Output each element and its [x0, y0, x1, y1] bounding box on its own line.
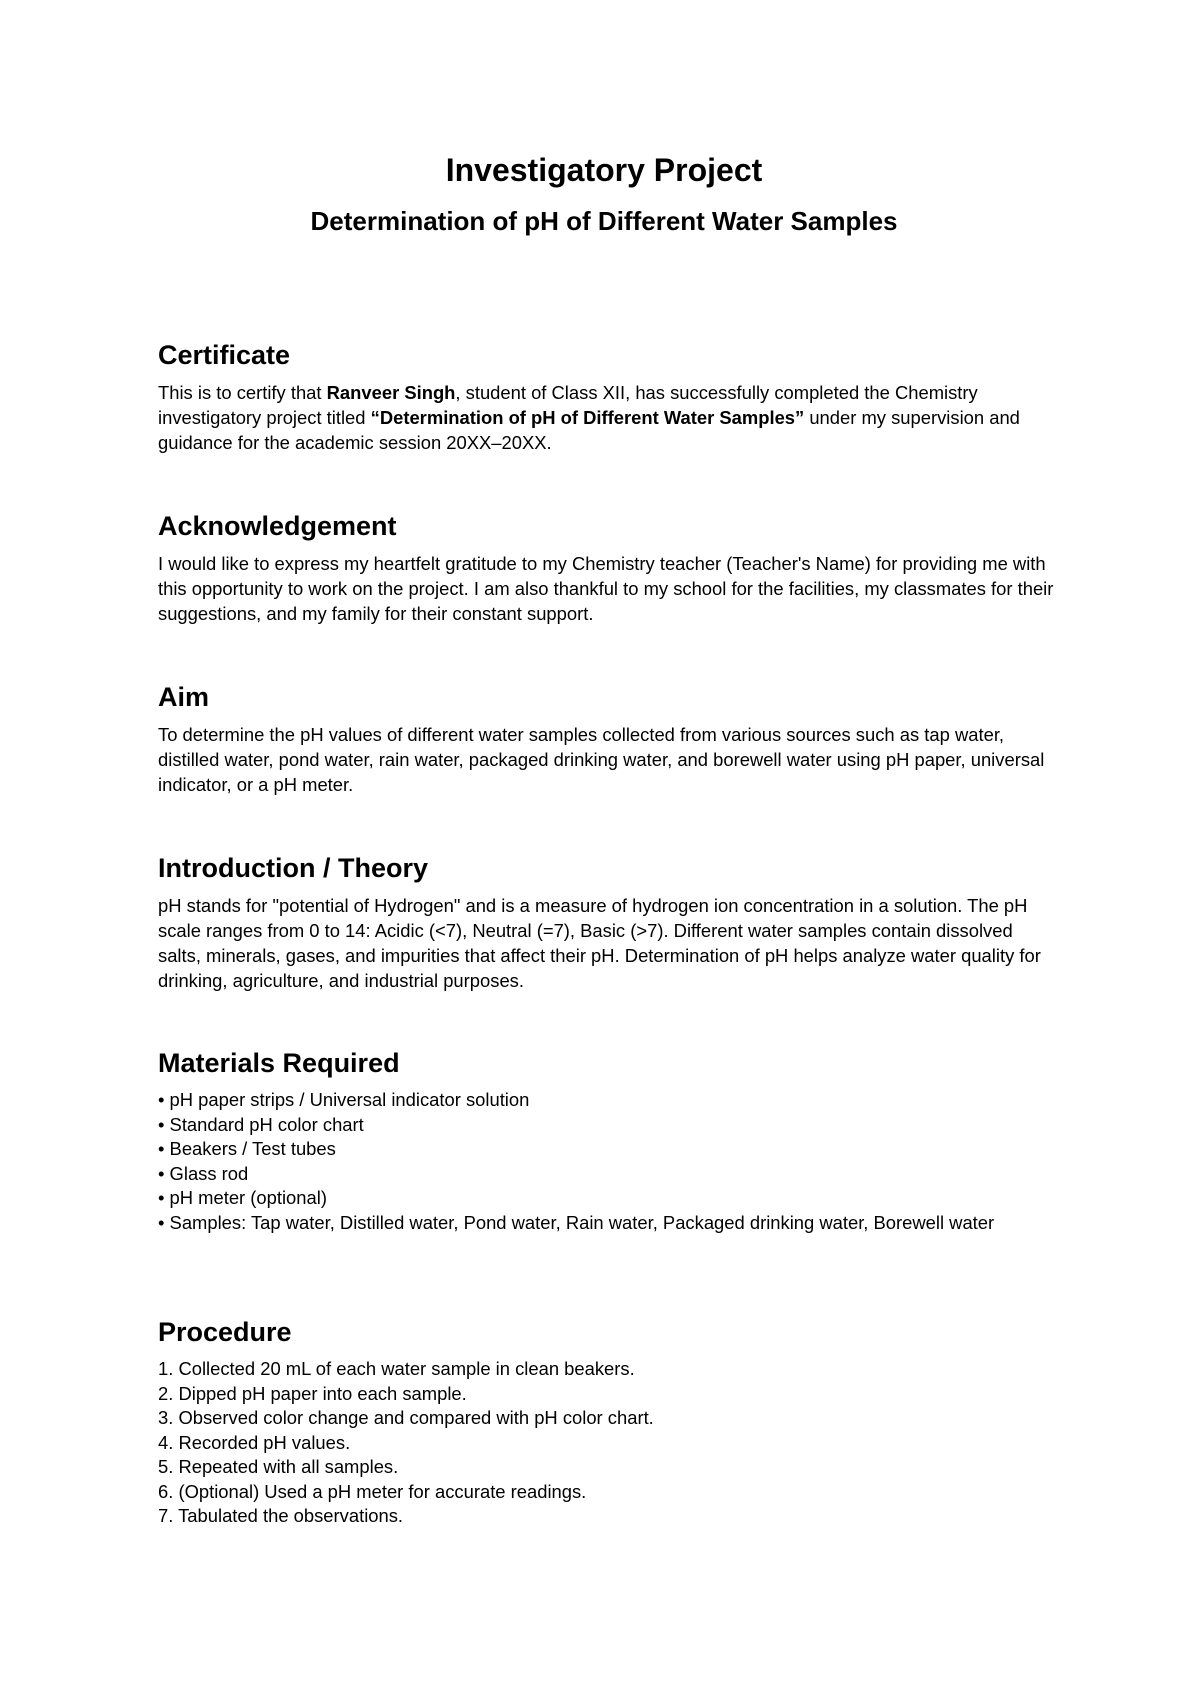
certificate-text-part-1: This is to certify that	[158, 382, 327, 403]
certificate-section	[158, 338, 1058, 455]
procedure-heading: Procedure	[158, 1317, 292, 1347]
materials-heading: Materials Required	[158, 1048, 400, 1078]
list-item: 6. (Optional) Used a pH meter for accurate readings.	[158, 1480, 587, 1502]
list-item: • Beakers / Test tubes	[158, 1138, 336, 1159]
certificate-text-part-2: , student of Class XII, has successfully completed the Chemistry investigatory project titled	[158, 382, 978, 428]
list-item: 2. Dipped pH paper into each sample.	[158, 1382, 467, 1404]
project-title: “Determination of pH of Different Water Samples”	[370, 407, 805, 428]
list-item: • Samples: Tap water, Distilled water, Pond water, Rain water, Packaged drinking water, Borewell water	[158, 1211, 995, 1233]
page-title: Investigatory Project	[445, 152, 763, 188]
list-item: 7. Tabulated the observations.	[158, 1505, 404, 1526]
procedure-section	[158, 1315, 1058, 1529]
procedure-list	[158, 1357, 1058, 1529]
certificate-text-part-3: under my supervision and guidance for the academic session 20XX–20XX.	[158, 407, 1020, 453]
certificate-text	[158, 380, 1058, 455]
aim-heading: Aim	[158, 682, 210, 712]
materials-section	[158, 1046, 1058, 1235]
acknowledgement-heading: Acknowledgement	[158, 511, 397, 541]
aim-text: To determine the pH values of different water samples collected from various sources such as tap water, distilled water, pond water, rain water, packaged drinking water, and borewell water using pH paper, universal indicator, or a pH meter.	[158, 724, 1045, 795]
list-item: • pH meter (optional)	[158, 1187, 327, 1208]
list-item: 5. Repeated with all samples.	[158, 1456, 399, 1477]
introduction-text: pH stands for "potential of Hydrogen" and is a measure of hydrogen ion concentration in a solution. The pH scale ranges from 0 to 14: Acidic (<7), Neutral (=7), Basic (>7). Different water samples contain dissolved salts, minerals, gases, and impurities that affect their pH. Determination of pH helps analyze water quality for drinking, agriculture, and industrial purposes.	[158, 895, 1041, 991]
acknowledgement-text: I would like to express my heartfelt gratitude to my Chemistry teacher (Teacher's Name) for providing me with this opportunity to work on the project. I am also thankful to my school for the facilities, my classmates for their suggestions, and my family for their constant support.	[158, 553, 1054, 624]
list-item: 1. Collected 20 mL of each water sample in clean beakers.	[158, 1358, 635, 1379]
certificate-heading: Certificate	[158, 340, 291, 370]
list-item: 4. Recorded pH values.	[158, 1431, 351, 1453]
aim-section	[158, 680, 1058, 797]
student-name: Ranveer Singh	[326, 382, 456, 403]
list-item: • pH paper strips / Universal indicator solution	[158, 1089, 530, 1110]
materials-list	[158, 1088, 1058, 1235]
acknowledgement-section	[158, 509, 1058, 626]
introduction-section	[158, 851, 1058, 993]
introduction-heading: Introduction / Theory	[158, 853, 428, 883]
page-subtitle: Determination of pH of Different Water Samples	[310, 206, 898, 236]
document-page	[158, 150, 1058, 1526]
list-item: 3. Observed color change and compared with pH color chart.	[158, 1407, 654, 1428]
list-item: • Glass rod	[158, 1162, 249, 1184]
list-item: • Standard pH color chart	[158, 1113, 364, 1135]
